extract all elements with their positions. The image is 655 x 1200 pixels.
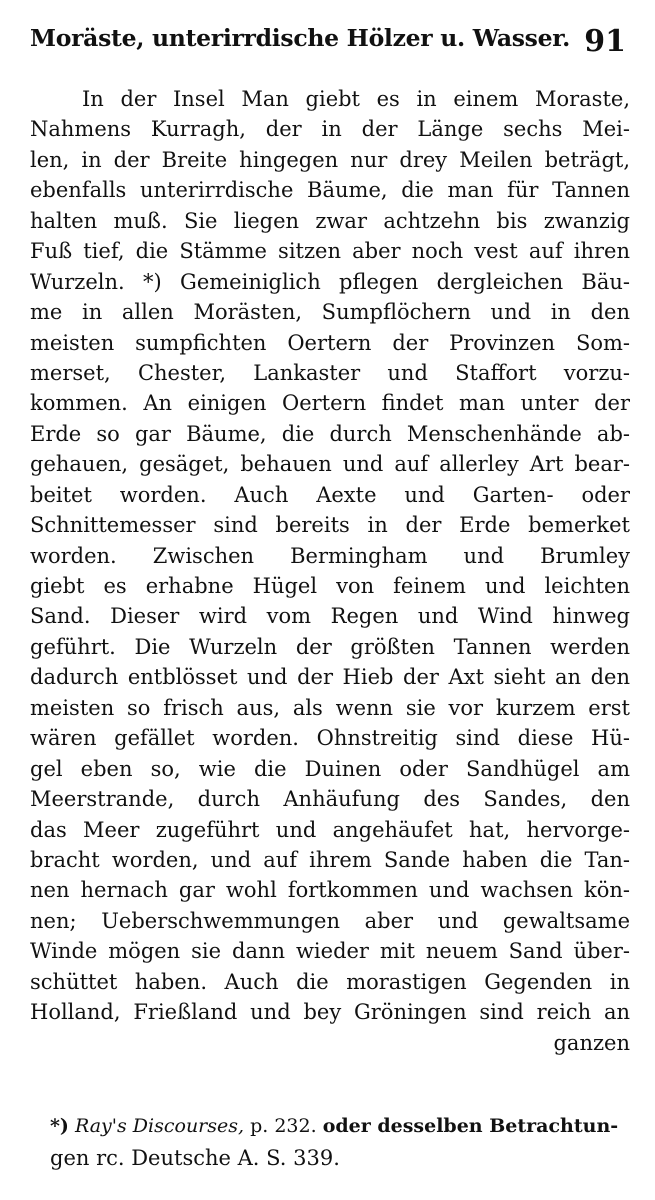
text-line: Nahmens Kurragh, der in der Länge sechs Mei- bbox=[30, 117, 630, 142]
footnote-source-page: p. 232. bbox=[250, 1115, 317, 1137]
page-header bbox=[30, 22, 630, 70]
text-line: worden. Zwischen Bermingham und Brumley bbox=[30, 543, 630, 568]
footnote bbox=[50, 1110, 632, 1174]
footnote-line-1 bbox=[50, 1110, 632, 1142]
text-line: merset, Chester, Lankaster und Staffort vorzu- bbox=[30, 360, 630, 385]
text-line: ebenfalls unterirrdische Bäume, die man für Tannen bbox=[30, 178, 630, 203]
text-line: das Meer zugeführt und angehäufet hat, hervorge- bbox=[30, 817, 630, 842]
footnote-line-2: gen rc. Deutsche A. S. 339. bbox=[50, 1146, 340, 1170]
text-line: bracht worden, und auf ihrem Sande haben die Tan- bbox=[30, 847, 630, 872]
text-line: nen hernach gar wohl fortkommen und wachsen kön- bbox=[30, 878, 630, 903]
text-line: meisten sumpfichten Oertern der Provinzen Som- bbox=[30, 330, 630, 355]
text-line: Wurzeln. *) Gemeiniglich pflegen dergleichen Bäu- bbox=[30, 269, 630, 294]
footnote-text: oder desselben Betrachtun- bbox=[322, 1115, 619, 1137]
text-line: wären gefället worden. Ohnstreitig sind diese Hü- bbox=[30, 726, 630, 751]
text-line: len, in der Breite hingegen nur drey Meilen beträgt, bbox=[30, 147, 630, 172]
body-text bbox=[30, 84, 630, 1058]
text-line: me in allen Morästen, Sumpflöchern und in den bbox=[30, 300, 630, 325]
text-line: Fuß tief, die Stämme sitzen aber noch vest auf ihren bbox=[30, 239, 630, 264]
text-line: Sand. Dieser wird vom Regen und Wind hinweg bbox=[30, 604, 630, 629]
text-line: Erde so gar Bäume, die durch Menschenhände ab- bbox=[30, 421, 630, 446]
text-line: gel eben so, wie die Duinen oder Sandhügel am bbox=[30, 756, 630, 781]
text-line: Schnittemesser sind bereits in der Erde bemerket bbox=[30, 513, 630, 538]
text-line: meisten so frisch aus, als wenn sie vor kurzem erst bbox=[30, 695, 630, 720]
text-line: Meerstrande, durch Anhäufung des Sandes, den bbox=[30, 787, 630, 812]
text-line: gehauen, gesäget, behauen und auf allerley Art bear- bbox=[30, 452, 630, 477]
text-line: schüttet haben. Auch die morastigen Gegenden in bbox=[30, 969, 630, 994]
text-line: kommen. An einigen Oertern findet man unter der bbox=[30, 391, 630, 416]
footnote-mark: *) bbox=[50, 1115, 69, 1137]
running-head: Moräste, unterirrdische Hölzer u. Wasser. bbox=[30, 24, 571, 52]
text-line: Winde mögen sie dann wieder mit neuem Sand über- bbox=[30, 939, 630, 964]
text-line: In der Insel Man giebt es in einem Moraste, bbox=[82, 87, 630, 111]
text-line: dadurch entblösset und der Hieb der Axt sieht an den bbox=[30, 665, 630, 690]
text-line: geführt. Die Wurzeln der größten Tannen werden bbox=[30, 634, 630, 659]
page-number: 91 bbox=[584, 24, 626, 59]
footnote-source: Ray's Discourses, bbox=[74, 1115, 245, 1137]
catchword: ganzen bbox=[553, 1030, 630, 1055]
text-line: Holland, Frießland und bey Gröningen sind reich an bbox=[30, 1000, 630, 1025]
text-line: beitet worden. Auch Aexte und Garten- oder bbox=[30, 482, 630, 507]
text-line: giebt es erhabne Hügel von feinem und leichten bbox=[30, 574, 630, 598]
text-line: halten muß. Sie liegen zwar achtzehn bis zwanzig bbox=[30, 208, 630, 233]
text-line: nen; Ueberschwemmungen aber und gewaltsame bbox=[30, 908, 630, 933]
